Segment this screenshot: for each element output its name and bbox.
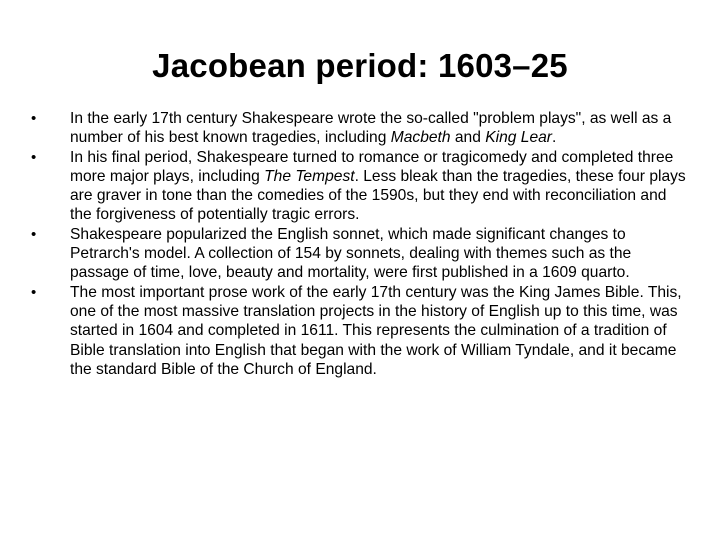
- bullet-text: [70, 225, 688, 283]
- bullet-item: [28, 109, 688, 148]
- bullet-text-segment: . Less bleak than the tragedies, these four plays are graver in tone than the comedies of the 1590s, but they end with reconciliation and the forgiveness of potentially tragic errors.: [70, 167, 686, 224]
- slide-title: Jacobean period: 1603–25: [152, 47, 568, 84]
- bullet-marker: •: [31, 225, 37, 243]
- bullet-text-italic: King Lear: [485, 129, 552, 147]
- bullet-text-italic: The Tempest: [264, 167, 355, 185]
- bullet-text-segment: In his final period, Shakespeare turned to romance or tragicomedy and completed three more major plays, including: [70, 148, 674, 185]
- bullet-marker: •: [31, 110, 37, 127]
- bullet-text: [70, 148, 688, 225]
- bullet-marker: •: [31, 148, 37, 166]
- bullet-text-segment: Shakespeare popularized the English sonnet, which made significant changes to Petrarch's model. A collection of 154 by sonnets, dealing with themes such as the passage of time, love, beauty and mortality, were first published in a 1609 quarto.: [70, 225, 632, 282]
- bullet-text-segment: The most important prose work of the early 17th century was the King James Bible. This, one of the most massive translation projects in the history of English up to this time, was started in 1604 and completed in 1611. This represents the culmination of a tradition of Bible translation into English that began with the work of William Tyndale, and it became the standard Bible of the Church of England.: [70, 283, 682, 378]
- bullet-text-segment: and: [450, 129, 486, 147]
- bullet-item: [28, 283, 688, 379]
- bullet-text-segment: .: [552, 129, 557, 147]
- bullet-text-italic: Macbeth: [390, 129, 451, 147]
- bullet-item: [28, 148, 688, 225]
- bullet-text: [70, 283, 688, 379]
- bullet-text: [70, 109, 688, 148]
- bullet-text-segment: In the early 17th century Shakespeare wrote the so-called "problem plays", as well as a number of his best known tragedies, including: [70, 110, 672, 147]
- bullet-marker: •: [31, 283, 37, 301]
- bullet-list: [28, 109, 688, 379]
- bullet-item: [28, 225, 688, 283]
